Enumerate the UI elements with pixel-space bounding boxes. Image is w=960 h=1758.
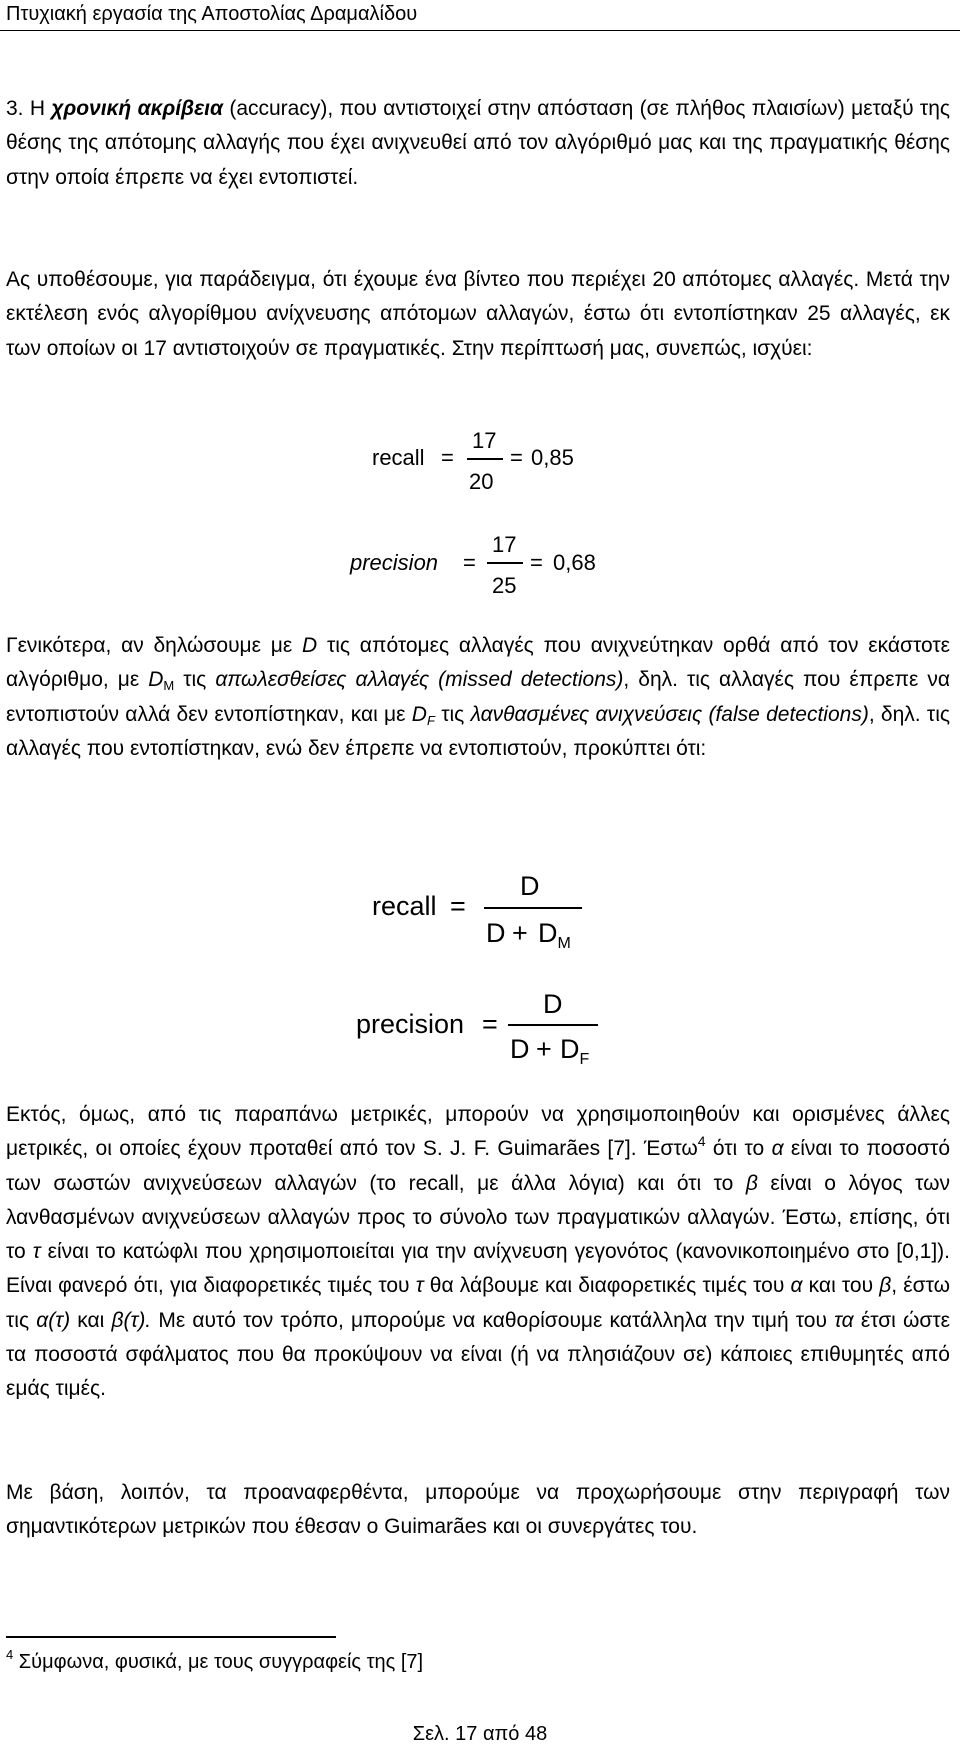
eq-equals: = <box>510 445 523 470</box>
eq-result: 0,85 <box>531 445 574 470</box>
list-number: 3. <box>6 97 24 120</box>
eq-equals: = <box>530 550 543 575</box>
eq-denominator-d: D <box>510 1034 530 1064</box>
paragraph-transition: Με βάση, λοιπόν, τα προαναφερθέντα, μπορούμε να προχωρήσουμε στην περιγραφή των σημαντικότερων μετρικών που έθεσαν ο Guimarães και οι συνεργάτες του. <box>6 1481 950 1539</box>
footnote-divider <box>6 1636 336 1638</box>
eq-equals: = <box>441 445 454 470</box>
eq-equals: = <box>463 550 476 575</box>
page-number: Σελ. 17 από 48 <box>412 1723 548 1745</box>
footnote-text: Σύμφωνα, φυσικά, με τους συγγραφείς της [7] <box>13 1651 424 1673</box>
symbol-dm: D <box>148 668 164 692</box>
term-false-detections: λανθασμένες ανιχνεύσεις (false detections) <box>470 702 869 726</box>
eq-numerator: 17 <box>472 428 497 453</box>
footnote-mark: 4 <box>6 1647 14 1662</box>
term-missed-detections: απωλεσθείσες αλλαγές (missed detections) <box>215 668 624 692</box>
eq-label: recall <box>372 891 437 921</box>
eq-equals: = <box>450 891 466 921</box>
document-title: Πτυχιακή εργασία της Αποστολίας Δραμαλίδου <box>6 3 418 25</box>
eq-numerator: D <box>520 871 540 901</box>
paragraph-temporal-accuracy: 3. Η χρονική ακρίβεια (accuracy), που αντιστοιχεί στην απόσταση (σε πλήθος πλαισίων) μεταξύ της θέσης της απότομης αλλαγής που έχει ανιχνευθεί από τον αλγόριθμό μας και της πραγματικής θέσης στην οποία έπρεπε να έχει εντοπιστεί. <box>6 97 951 189</box>
eq-plus: + <box>512 918 528 948</box>
paragraph-other-metrics: Εκτός, όμως, από τις παραπάνω μετρικές, μπορούν να χρησιμοποιηθούν και ορισμένες άλλες μετρικές, οι οποίες έχουν προταθεί από τον S. J. F. Guimarães [7]. Έστω$^4$ ότι το α είναι το ποσοστό των σωστών ανιχνεύσεων αλλαγών (το recall, με άλλα λόγια) και ότι το β είναι ο λόγος των λανθασμένων ανιχνεύσεων αλλαγών προς το σύνολο των πραγματικών αλλαγών. Έστω, επίσης, ότι το τ είναι το κατώφλι που χρησιμοποιείται για την ανίχνευση γεγονότος (κανονικοποιημένο στο [0,1]). Είναι φανερό ότι, για διαφορετικές τιμές του τ θα λάβουμε και διαφορετικές τιμές του α και του β, έστω τις α(τ) και β(τ). Με αυτό τον τρόπο, μπορούμε να καθορίσουμε κατάλληλα την τιμή του τα έτσι ώστε τα ποσοστά σφάλματος που θα προκύψουν να είναι (ή να πλησιάζουν σε) κάποιες επιθυμητές από εμάς τιμές. <box>6 1103 951 1401</box>
paragraph-general-definitions: Γενικότερα, αν δηλώσουμε με D τις απότομες αλλαγές που ανιχνεύτηκαν ορθά από τον εκάστοτε αλγόριθμο, με $D_M$ τις απωλεσθείσες αλλαγές (missed detections), δηλ. τις αλλαγές που έπρεπε να εντοπιστούν αλλά δεν εντοπίστηκαν, και με $D_F$ τις λανθασμένες ανιχνεύσεις (false detections), δηλ. τις αλλαγές που εντοπίστηκαν, ενώ δεν έπρεπε να εντοπιστούν, προκύπτει ότι: <box>6 634 951 760</box>
fraction-bar <box>467 458 503 460</box>
eq-numerator: D <box>543 989 563 1019</box>
eq-numerator: 17 <box>492 532 517 557</box>
eq-result: 0,68 <box>553 550 596 575</box>
term-temporal-accuracy: χρονική ακρίβεια <box>51 97 223 120</box>
eq-denominator: 25 <box>492 573 517 598</box>
paragraph-example: Ας υποθέσουμε, για παράδειγμα, ότι έχουμε ένα βίντεο που περιέχει 20 απότομες αλλαγές. Μετά την εκτέλεση ενός αλγορίθμου ανίχνευσης απότομων αλλαγών, έστω ότι εντοπίστηκαν 25 αλλαγές, εκ των οποίων οι 17 αντιστοιχούν σε πραγματικές. Στην περίπτωσή μας, συνεπώς, ισχύει: <box>6 268 950 360</box>
fraction-bar <box>508 1024 598 1026</box>
eq-plus: + <box>536 1034 552 1064</box>
eq-denominator-d: D <box>486 918 506 948</box>
symbol-df: D <box>411 702 427 726</box>
eq-denominator-dm: $D_M$ <box>538 918 571 952</box>
eq-denominator: 20 <box>469 469 494 494</box>
eq-denominator-df: $D_F$ <box>560 1034 590 1068</box>
fraction-bar <box>484 907 582 909</box>
eq-label: recall <box>372 445 425 470</box>
footnote-reference: 4 <box>697 1133 706 1150</box>
eq-label: precision <box>356 1009 465 1039</box>
symbol-d: D <box>302 634 318 657</box>
eq-label: precision <box>350 550 439 575</box>
fraction-bar <box>487 562 523 564</box>
footnote <box>6 1647 424 1674</box>
eq-equals: = <box>482 1009 498 1039</box>
page-header <box>0 0 960 31</box>
